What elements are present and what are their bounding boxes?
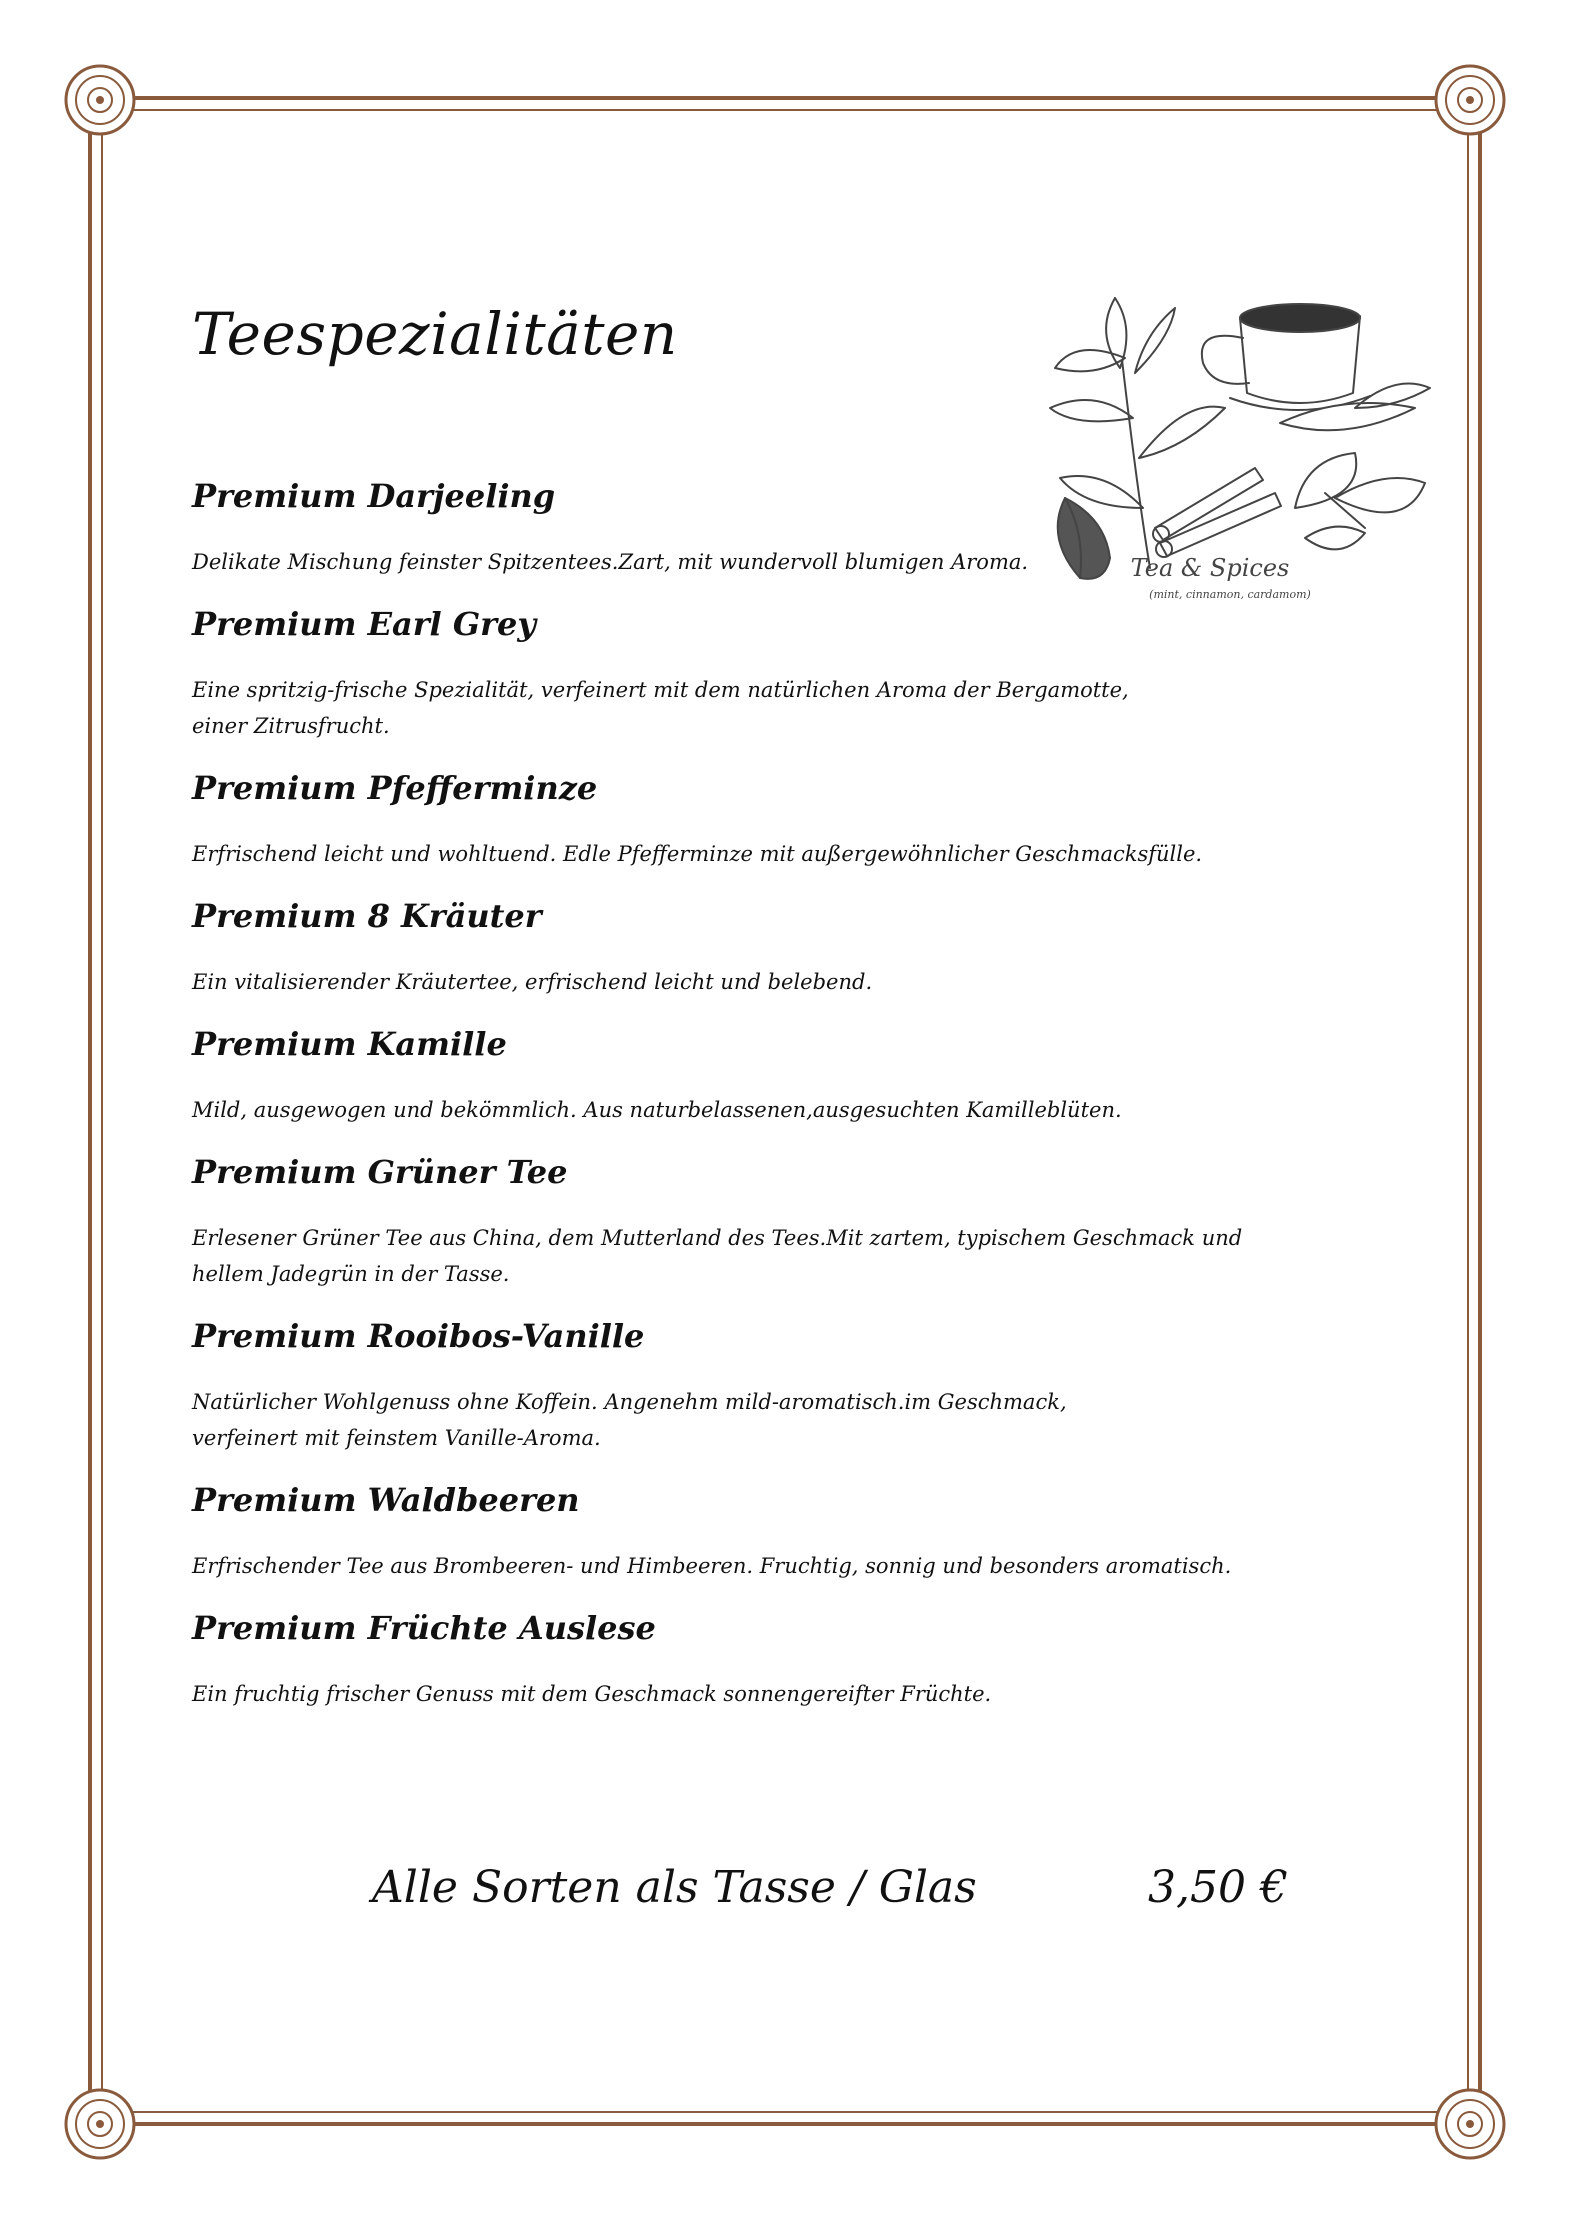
list-item — [192, 1016, 1302, 1144]
corner-ornament-icon — [62, 2086, 138, 2162]
corner-ornament-icon — [1432, 2086, 1508, 2162]
frame-right-outer — [1478, 96, 1482, 2126]
frame-left-outer — [88, 96, 92, 2126]
list-item — [192, 1600, 1302, 1728]
list-item — [192, 1472, 1302, 1600]
item-name: Premium Rooibos-Vanille — [192, 1317, 645, 1355]
list-item — [192, 468, 1302, 596]
logo-caption: Tea & Spices — [1130, 554, 1290, 582]
item-name: Premium Früchte Auslese — [192, 1609, 656, 1647]
frame-bottom-outer — [96, 2122, 1474, 2126]
item-name: Premium Darjeeling — [192, 477, 556, 515]
item-description: Erfrischender Tee aus Brombeeren- und Himbeeren. Fruchtig, sonnig und besonders aromatisch. — [192, 1554, 1232, 1578]
item-name: Premium 8 Kräuter — [192, 897, 542, 935]
tea-list — [192, 468, 1302, 1728]
list-item — [192, 1144, 1302, 1308]
frame-top-inner — [96, 109, 1474, 111]
frame-right-inner — [1467, 96, 1469, 2126]
item-description: Delikate Mischung feinster Spitzentees.Zart, mit wundervoll blumigen Aroma. — [192, 550, 1029, 574]
list-item — [192, 596, 1302, 760]
list-item — [192, 760, 1302, 888]
list-item — [192, 888, 1302, 1016]
item-name: Premium Waldbeeren — [192, 1481, 580, 1519]
item-description: Mild, ausgewogen und bekömmlich. Aus naturbelassenen,ausgesuchten Kamilleblüten. — [192, 1098, 1122, 1122]
frame-left-inner — [101, 96, 103, 2126]
item-description: Ein vitalisierender Kräutertee, erfrischend leicht und belebend. — [192, 970, 873, 994]
item-name: Premium Grüner Tee — [192, 1153, 568, 1191]
page-title: Teespezialitäten — [192, 300, 678, 368]
item-description: Erlesener Grüner Tee aus China, dem Mutterland des Tees.Mit zartem, typischem Geschmack und hellem Jadegrün in der Tasse. — [192, 1226, 1243, 1286]
corner-ornament-icon — [1432, 62, 1508, 138]
frame-top-outer — [96, 96, 1474, 100]
frame-bottom-inner — [96, 2111, 1474, 2113]
item-description: Eine spritzig-frische Spezialität, verfeinert mit dem natürlichen Aroma der Bergamotte, einer Zitrusfrucht. — [192, 678, 1129, 738]
item-name: Premium Pfefferminze — [192, 769, 598, 807]
item-name: Premium Kamille — [192, 1025, 507, 1063]
item-name: Premium Earl Grey — [192, 605, 536, 643]
item-description: Natürlicher Wohlgenuss ohne Koffein. Angenehm mild-aromatisch.im Geschmack, verfeinert mit feinstem Vanille-Aroma. — [192, 1390, 1067, 1450]
item-description: Erfrischend leicht und wohltuend. Edle Pfefferminze mit außergewöhnlicher Geschmacksfülle. — [192, 842, 1203, 866]
price-value: 3,50 € — [1148, 1862, 1288, 1913]
logo-subcaption: (mint, cinnamon, cardamom) — [1149, 588, 1311, 601]
price-label: Alle Sorten als Tasse / Glas — [372, 1862, 977, 1913]
item-description: Ein fruchtig frischer Genuss mit dem Geschmack sonnengereifter Früchte. — [192, 1682, 992, 1706]
list-item — [192, 1308, 1302, 1472]
corner-ornament-icon — [62, 62, 138, 138]
